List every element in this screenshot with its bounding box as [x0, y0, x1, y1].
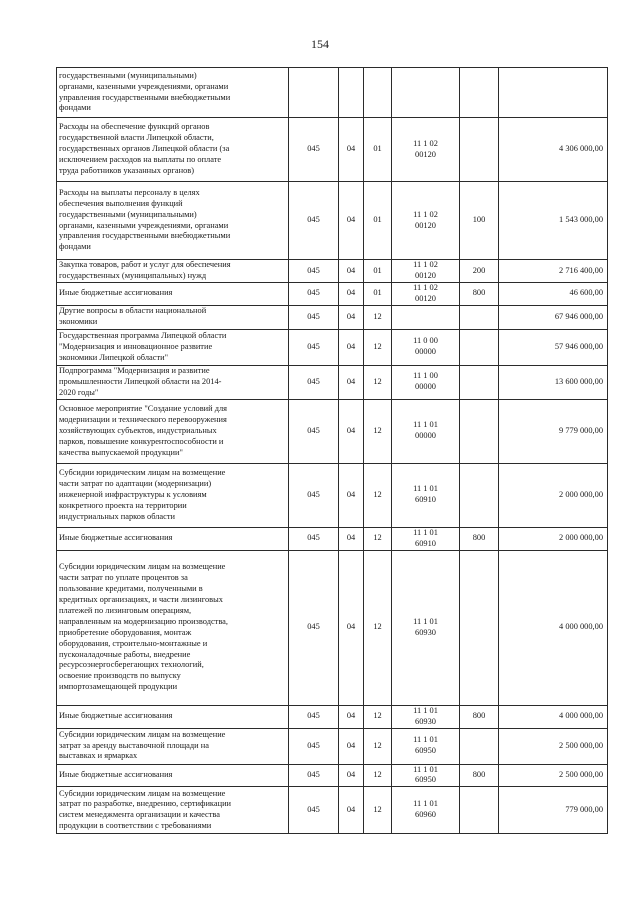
- row-name-cell-line: модернизации и технического перевооружения: [59, 414, 227, 424]
- row-name-cell-line: кредитных организациях, и части лизинговых: [59, 594, 223, 604]
- amount-cell: 779 000,00: [499, 787, 608, 834]
- section-code-cell: 04: [339, 283, 364, 306]
- amount-cell: 4 306 000,00: [499, 118, 608, 182]
- expense-type-cell: [460, 329, 499, 365]
- expense-type-cell: 800: [460, 764, 499, 787]
- row-name-cell-line: приобретение оборудования, монтаж: [59, 627, 192, 637]
- expense-type-cell: 800: [460, 527, 499, 550]
- expense-type-cell: 800: [460, 705, 499, 728]
- amount-cell: 13 600 000,00: [499, 365, 608, 399]
- table-row: [57, 399, 608, 463]
- row-name-cell: [57, 527, 289, 550]
- row-name-cell-line: исключением расходов на выплаты по оплате: [59, 154, 222, 164]
- subsection-code-cell: 01: [364, 118, 392, 182]
- table-row: [57, 463, 608, 527]
- ministry-code-cell: 045: [289, 764, 339, 787]
- table-row: [57, 527, 608, 550]
- amount-cell: 2 500 000,00: [499, 728, 608, 764]
- target-article-cell-line: 11 1 01: [413, 484, 438, 494]
- table-row: [57, 764, 608, 787]
- row-name-cell-line: государственной власти Липецкой области,: [59, 133, 214, 143]
- expense-type-cell: [460, 550, 499, 705]
- row-name-cell: [57, 705, 289, 728]
- row-name-cell-line: Субсидии юридическим лицам на возмещение: [59, 562, 226, 572]
- expense-type-cell: 800: [460, 283, 499, 306]
- row-name-cell: [57, 463, 289, 527]
- subsection-code-cell: 12: [364, 705, 392, 728]
- target-article-cell-line: 60930: [415, 627, 436, 637]
- table-row: [57, 705, 608, 728]
- section-code-cell: 04: [339, 764, 364, 787]
- section-code-cell: 04: [339, 260, 364, 283]
- target-article-cell-line: 11 1 01: [413, 799, 438, 809]
- subsection-code-cell: 12: [364, 365, 392, 399]
- section-code-cell: 04: [339, 182, 364, 260]
- expense-type-cell: [460, 118, 499, 182]
- target-article-cell: [392, 329, 460, 365]
- row-name-cell-line: части затрат по адаптации (модернизации): [59, 478, 212, 488]
- target-article-cell: [392, 728, 460, 764]
- row-name-cell-line: органами, казенными учреждениями, органами: [59, 220, 229, 230]
- row-name-cell-line: выставках и ярмарках: [59, 751, 138, 761]
- row-name-cell: [57, 329, 289, 365]
- expense-type-cell: [460, 787, 499, 834]
- expense-type-cell: [460, 399, 499, 463]
- subsection-code-cell: 12: [364, 527, 392, 550]
- row-name-cell-line: пусконаладочные работы, внедрение: [59, 649, 191, 659]
- row-name-cell: [57, 787, 289, 834]
- row-name-cell-line: Субсидии юридическим лицам на возмещение: [59, 729, 226, 739]
- row-name-cell-line: Иные бюджетные ассигнования: [59, 288, 173, 298]
- target-article-cell-line: 11 1 02: [413, 260, 438, 270]
- target-article-cell-line: 11 1 01: [413, 764, 438, 774]
- table-row: [57, 68, 608, 118]
- target-article-cell: [392, 463, 460, 527]
- target-article-cell: [392, 550, 460, 705]
- target-article-cell-line: 60910: [415, 495, 436, 505]
- target-article-cell-line: 60910: [415, 538, 436, 548]
- target-article-cell: [392, 118, 460, 182]
- expense-type-cell: [460, 728, 499, 764]
- target-article-cell-line: 00120: [415, 149, 436, 159]
- target-article-cell-line: 11 1 02: [413, 283, 438, 292]
- target-article-cell: [392, 283, 460, 306]
- target-article-cell-line: 11 1 01: [413, 735, 438, 745]
- row-name-cell-line: хозяйствующих субъектов, индустриальных: [59, 425, 217, 435]
- row-name-cell-line: "Модернизация и инновационное развитие: [59, 341, 213, 351]
- table-row: [57, 329, 608, 365]
- row-name-cell-line: фондами: [59, 242, 91, 252]
- target-article-cell-line: 11 1 02: [413, 138, 438, 148]
- row-name-cell-line: Иные бюджетные ассигнования: [59, 533, 173, 543]
- amount-cell: 2 000 000,00: [499, 527, 608, 550]
- amount-cell: [499, 68, 608, 118]
- target-article-cell-line: 11 1 01: [413, 527, 438, 537]
- row-name-cell-line: государственными (муниципальными): [59, 209, 197, 219]
- expense-type-cell: [460, 68, 499, 118]
- section-code-cell: 04: [339, 728, 364, 764]
- row-name-cell-line: Расходы на выплаты персоналу в целях: [59, 187, 200, 197]
- row-name-cell-line: части затрат по уплате процентов за: [59, 573, 188, 583]
- section-code-cell: 04: [339, 550, 364, 705]
- section-code-cell: 04: [339, 365, 364, 399]
- page-number: 154: [311, 37, 329, 51]
- subsection-code-cell: 12: [364, 550, 392, 705]
- ministry-code-cell: 045: [289, 365, 339, 399]
- section-code-cell: 04: [339, 305, 364, 329]
- table-row: [57, 118, 608, 182]
- subsection-code-cell: 01: [364, 283, 392, 306]
- ministry-code-cell: 045: [289, 399, 339, 463]
- target-article-cell-line: 11 1 01: [413, 616, 438, 626]
- row-name-cell-line: систем менеджмента организации и качества: [59, 810, 220, 820]
- section-code-cell: 04: [339, 705, 364, 728]
- subsection-code-cell: 12: [364, 329, 392, 365]
- row-name-cell-line: Закупка товаров, работ и услуг для обеспечения: [59, 260, 231, 270]
- target-article-cell: [392, 182, 460, 260]
- subsection-code-cell: 12: [364, 787, 392, 834]
- subsection-code-cell: 12: [364, 764, 392, 787]
- row-name-cell: [57, 399, 289, 463]
- target-article-cell-line: 11 0 00: [413, 336, 438, 346]
- ministry-code-cell: [289, 68, 339, 118]
- amount-cell: 4 000 000,00: [499, 550, 608, 705]
- section-code-cell: 04: [339, 463, 364, 527]
- row-name-cell-line: оборудования, строительно-монтажные и: [59, 638, 208, 648]
- ministry-code-cell: 045: [289, 527, 339, 550]
- target-article-cell-line: 60950: [415, 775, 436, 785]
- row-name-cell-line: управления государственными внебюджетными: [59, 92, 231, 102]
- target-article-cell: [392, 764, 460, 787]
- section-code-cell: 04: [339, 399, 364, 463]
- target-article-cell-line: 11 1 01: [413, 705, 438, 715]
- ministry-code-cell: 045: [289, 305, 339, 329]
- row-name-cell: [57, 260, 289, 283]
- row-name-cell-line: Иные бюджетные ассигнования: [59, 769, 173, 779]
- table-row: [57, 787, 608, 834]
- target-article-cell: [392, 527, 460, 550]
- target-article-cell: [392, 399, 460, 463]
- row-name-cell-line: органами, казенными учреждениями, органами: [59, 81, 229, 91]
- target-article-cell-line: 00000: [415, 431, 436, 441]
- ministry-code-cell: 045: [289, 463, 339, 527]
- amount-cell: 57 946 000,00: [499, 329, 608, 365]
- row-name-cell-line: Другие вопросы в области национальной: [59, 306, 207, 316]
- section-code-cell: 04: [339, 787, 364, 834]
- row-name-cell-line: Подпрограмма "Модернизация и развитие: [59, 365, 210, 375]
- target-article-cell: [392, 365, 460, 399]
- ministry-code-cell: 045: [289, 705, 339, 728]
- row-name-cell-line: экономики: [59, 317, 98, 327]
- row-name-cell-line: Расходы на обеспечение функций органов: [59, 122, 210, 132]
- section-code-cell: 04: [339, 527, 364, 550]
- table-row: [57, 182, 608, 260]
- ministry-code-cell: 045: [289, 550, 339, 705]
- expense-type-cell: 100: [460, 182, 499, 260]
- target-article-cell: [392, 305, 460, 329]
- row-name-cell-line: конкретного проекта на территории: [59, 500, 187, 510]
- ministry-code-cell: 045: [289, 118, 339, 182]
- target-article-cell-line: 00120: [415, 271, 436, 280]
- amount-cell: 2 000 000,00: [499, 463, 608, 527]
- target-article-cell: [392, 787, 460, 834]
- row-name-cell-line: затрат за аренду выставочной площади на: [59, 740, 209, 750]
- row-name-cell-line: промышленности Липецкой области на 2014-: [59, 376, 222, 386]
- table-row: [57, 550, 608, 705]
- row-name-cell: [57, 182, 289, 260]
- section-code-cell: 04: [339, 118, 364, 182]
- amount-cell: 1 543 000,00: [499, 182, 608, 260]
- subsection-code-cell: 12: [364, 305, 392, 329]
- row-name-cell-line: обеспечения выполнения функций: [59, 198, 183, 208]
- section-code-cell: 04: [339, 329, 364, 365]
- expense-type-cell: [460, 463, 499, 527]
- ministry-code-cell: 045: [289, 329, 339, 365]
- subsection-code-cell: 12: [364, 728, 392, 764]
- target-article-cell: [392, 705, 460, 728]
- target-article-cell-line: 00120: [415, 293, 436, 303]
- row-name-cell-line: 2020 годы": [59, 387, 99, 397]
- amount-cell: 67 946 000,00: [499, 305, 608, 329]
- row-name-cell-line: государственных органов Липецкой области (за: [59, 144, 230, 154]
- row-name-cell-line: ресурсоэнергосберегающих технологий,: [59, 660, 204, 670]
- expense-type-cell: 200: [460, 260, 499, 283]
- target-article-cell-line: 60950: [415, 746, 436, 756]
- row-name-cell-line: парков, повышение конкурентоспособности и: [59, 436, 224, 446]
- row-name-cell: [57, 728, 289, 764]
- ministry-code-cell: 045: [289, 182, 339, 260]
- row-name-cell-line: Основное мероприятие "Создание условий для: [59, 404, 227, 414]
- row-name-cell-line: фондами: [59, 103, 91, 113]
- subsection-code-cell: 01: [364, 182, 392, 260]
- target-article-cell-line: 00000: [415, 382, 436, 392]
- row-name-cell: [57, 550, 289, 705]
- table-row: [57, 260, 608, 283]
- row-name-cell: [57, 283, 289, 306]
- row-name-cell-line: затрат по разработке, внедрению, сертификации: [59, 799, 232, 809]
- budget-table: [56, 67, 608, 834]
- subsection-code-cell: 12: [364, 463, 392, 527]
- row-name-cell-line: продукции в соответствии с требованиями: [59, 821, 212, 831]
- table-row: [57, 728, 608, 764]
- target-article-cell-line: 11 1 02: [413, 209, 438, 219]
- row-name-cell-line: Субсидии юридическим лицам на возмещение: [59, 788, 226, 798]
- target-article-cell-line: 00000: [415, 347, 436, 357]
- target-article-cell-line: 60930: [415, 716, 436, 726]
- target-article-cell-line: 00120: [415, 220, 436, 230]
- row-name-cell-line: импортозамещающей продукции: [59, 682, 178, 692]
- table-row: [57, 283, 608, 306]
- subsection-code-cell: 12: [364, 399, 392, 463]
- row-name-cell-line: труда работников указанных органов): [59, 165, 194, 175]
- row-name-cell-line: Государственная программа Липецкой области: [59, 330, 227, 340]
- target-article-cell-line: 60960: [415, 810, 436, 820]
- row-name-cell-line: пользование кредитами, полученными в: [59, 584, 203, 593]
- row-name-cell-line: Иные бюджетные ассигнования: [59, 711, 173, 721]
- ministry-code-cell: 045: [289, 728, 339, 764]
- amount-cell: 4 000 000,00: [499, 705, 608, 728]
- row-name-cell-line: платежей по лизинговым операциям,: [59, 605, 192, 615]
- expense-type-cell: [460, 305, 499, 329]
- row-name-cell-line: государственных (муниципальных) нужд: [59, 271, 207, 280]
- amount-cell: 9 779 000,00: [499, 399, 608, 463]
- target-article-cell: [392, 68, 460, 118]
- amount-cell: 46 600,00: [499, 283, 608, 306]
- subsection-code-cell: [364, 68, 392, 118]
- row-name-cell-line: качества выпускаемой продукции": [59, 447, 183, 457]
- row-name-cell-line: направленным на модернизацию производства,: [59, 616, 228, 626]
- row-name-cell-line: инженерной инфраструктуры к условиям: [59, 489, 207, 499]
- row-name-cell: [57, 365, 289, 399]
- ministry-code-cell: 045: [289, 787, 339, 834]
- target-article-cell-line: 11 1 01: [413, 420, 438, 430]
- row-name-cell-line: индустриальных парков области: [59, 511, 176, 521]
- ministry-code-cell: 045: [289, 260, 339, 283]
- table-row: [57, 305, 608, 329]
- amount-cell: 2 500 000,00: [499, 764, 608, 787]
- row-name-cell-line: управления государственными внебюджетными: [59, 231, 231, 241]
- target-article-cell: [392, 260, 460, 283]
- expense-type-cell: [460, 365, 499, 399]
- row-name-cell-line: государственными (муниципальными): [59, 70, 197, 80]
- row-name-cell-line: экономики Липецкой области": [59, 352, 169, 362]
- row-name-cell: [57, 118, 289, 182]
- target-article-cell-line: 11 1 00: [413, 371, 438, 381]
- subsection-code-cell: 01: [364, 260, 392, 283]
- row-name-cell-line: Субсидии юридическим лицам на возмещение: [59, 468, 226, 478]
- ministry-code-cell: 045: [289, 283, 339, 306]
- table-row: [57, 365, 608, 399]
- row-name-cell: [57, 68, 289, 118]
- amount-cell: 2 716 400,00: [499, 260, 608, 283]
- section-code-cell: [339, 68, 364, 118]
- row-name-cell: [57, 764, 289, 787]
- row-name-cell: [57, 305, 289, 329]
- row-name-cell-line: освоение производств по выпуску: [59, 671, 181, 681]
